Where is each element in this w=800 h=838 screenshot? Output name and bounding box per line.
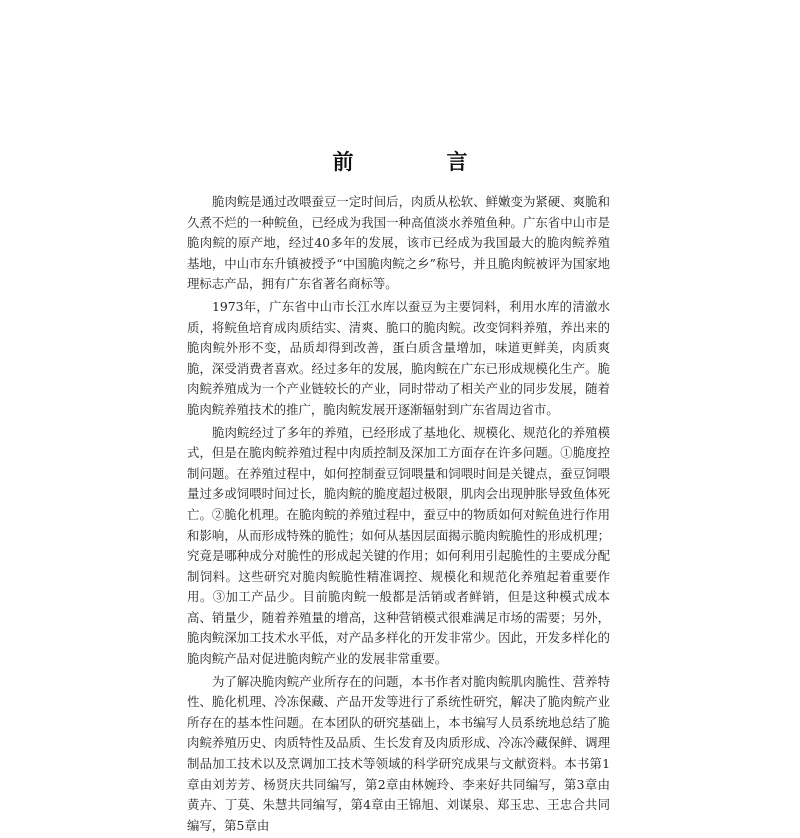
body-text [187,192,610,838]
paragraph: 为了解决脆肉鲩产业所存在的问题，本书作者对脆肉鲩肌肉脆性、营养特性、脆化机理、冷冻保藏、产品开发等进行了系统性研究，解决了脆肉鲩产业所存在的基本性问题。在本团队的研究基础上，本书编写人员系统地总结了脆肉鲩养殖历史、肉质特性及品质、生长发育及肉质形成、冷冻冷藏保鲜、调理制品加工技术以及烹调加工技术等领域的科学研究成果与文献资料。本书第1章由刘芳芳、杨贤庆共同编写，第2章由林婉玲、李来好共同编写，第3章由黄卉、丁莫、朱慧共同编写，第4章由王锦旭、刘谋泉、郑玉忠、王忠合共同编写，第5章由 [187,673,610,833]
paragraph: 脆肉鲩经过了多年的养殖，已经形成了基地化、规模化、规范化的养殖模式，但是在脆肉鲩养殖过程中肉质控制及深加工方面存在许多问题。①脆度控制问题。在养殖过程中，如何控制蚕豆饲喂量和饲喂时间是关键点，蚕豆饲喂量过多或饲喂时间过长，脆肉鲩的脆度超过极限，肌肉会出现肿胀导致鱼体死亡。②脆化机理。在脆肉鲩的养殖过程中，蚕豆中的物质如何对鲩鱼进行作用和影响，从而形成特殊的脆性；如何从基因层面揭示脆肉鲩脆性的形成机理；究竟是哪种成分对脆性的形成起关键的作用；如何利用引起脆性的主要成分配制饲料。这些研究对脆肉鲩脆性精准调控、规模化和规范化养殖起着重要作用。③加工产品少。目前脆肉鲩一般都是活销或者鲜销，但是这种模式成本高、销量少，随着养殖量的增高，这种营销模式很难满足市场的需要；另外，脆肉鲩深加工技术水平低，对产品多样化的开发非常少。因此，开发多样化的脆肉鲩产品对促进脆肉鲩产业的发展非常重要。 [187,424,610,667]
paragraph: 脆肉鲩是通过改喂蚕豆一定时间后，肉质从松软、鲜嫩变为紧硬、爽脆和久煮不烂的一种鲩鱼，已经成为我国一种高值淡水养殖鱼种。广东省中山市是脆肉鲩的原产地，经过40多年的发展，该市已经成为我国最大的脆肉鲩养殖基地，中山市东升镇被授予“中国脆肉鲩之乡”称号，并且脆肉鲩被评为国家地理标志产品，拥有广东省著名商标等。 [187,194,610,292]
page-title: 前 言 [332,149,504,174]
paragraph: 1973年，广东省中山市长江水库以蚕豆为主要饲料，利用水库的清澈水质，将鲩鱼培育成肉质结实、清爽、脆口的脆肉鲩。改变饲料养殖，养出来的脆肉鲩外形不变，品质却得到改善，蛋白质含量增加，味道更鲜美，肉质爽脆，深受消费者喜欢。经过多年的发展，脆肉鲩在广东已形成规模化生产。脆肉鲩养殖成为一个产业链较长的产业，同时带动了相关产业的同步发展，随着脆肉鲩养殖技术的推广，脆肉鲩发展开逐渐辐射到广东省周边省市。 [187,298,610,417]
